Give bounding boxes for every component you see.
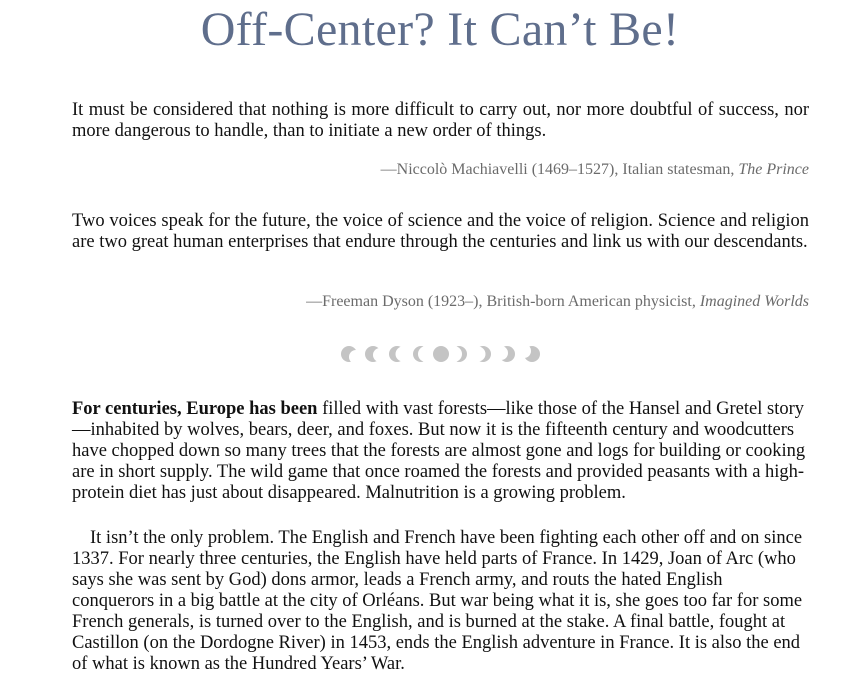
body-paragraph xyxy=(72,399,809,504)
epigraph-quote: Two voices speak for the future, the voice of science and the voice of religion. Science and religion are two great human enterprises that endure through the centuries and link us with our descendants. xyxy=(72,211,809,252)
paragraph-text: filled with vast forests—like those of the Hansel and Gretel story—inhabited by wolves, bears, deer, and foxes. But now it is the fifteenth century and woodcutters have chopped down so many trees that the forests are almost gone and logs for building or cooking are in short supply. The wild game that once roamed the forests and provided peasants with a high-protein diet has just about disappeared. Malnutrition is a growing problem. xyxy=(72,399,806,503)
paragraph-lead-in: For centuries, Europe has been xyxy=(72,399,318,419)
moon-phases-icon xyxy=(340,344,542,364)
attribution-work-title: Imagined Worlds xyxy=(699,293,809,310)
attribution-author: —Freeman Dyson (1923–), British-born American physicist, xyxy=(306,293,700,310)
body-paragraph: It isn’t the only problem. The English and French have been fighting each other off and on since 1337. For nearly three centuries, the English have held parts of France. In 1429, Joan of Arc (who says she was sent by God) dons armor, leads a French army, and routs the hated English conquerors in a big battle at the city of Orléans. But war being what it is, she goes too far for some French generals, is turned over to the English, and is burned at the stake. A final battle, fought at Castillon (on the Dordogne River) in 1453, ends the English adventure in France. It is also the end of what is known as the Hundred Years’ War. xyxy=(72,528,803,674)
page-title: Off-Center? It Can’t Be! xyxy=(200,3,680,56)
attribution-author: —Niccolò Machiavelli (1469–1527), Italian statesman, xyxy=(380,161,739,178)
epigraph-attribution xyxy=(72,292,809,312)
attribution-work-title: The Prince xyxy=(738,161,809,178)
epigraph-quote: It must be considered that nothing is more difficult to carry out, nor more doubtful of success, nor more dangerous to handle, than to initiate a new order of things. xyxy=(72,100,809,141)
epigraph-attribution xyxy=(72,160,809,180)
moon-phases-divider xyxy=(340,344,542,364)
